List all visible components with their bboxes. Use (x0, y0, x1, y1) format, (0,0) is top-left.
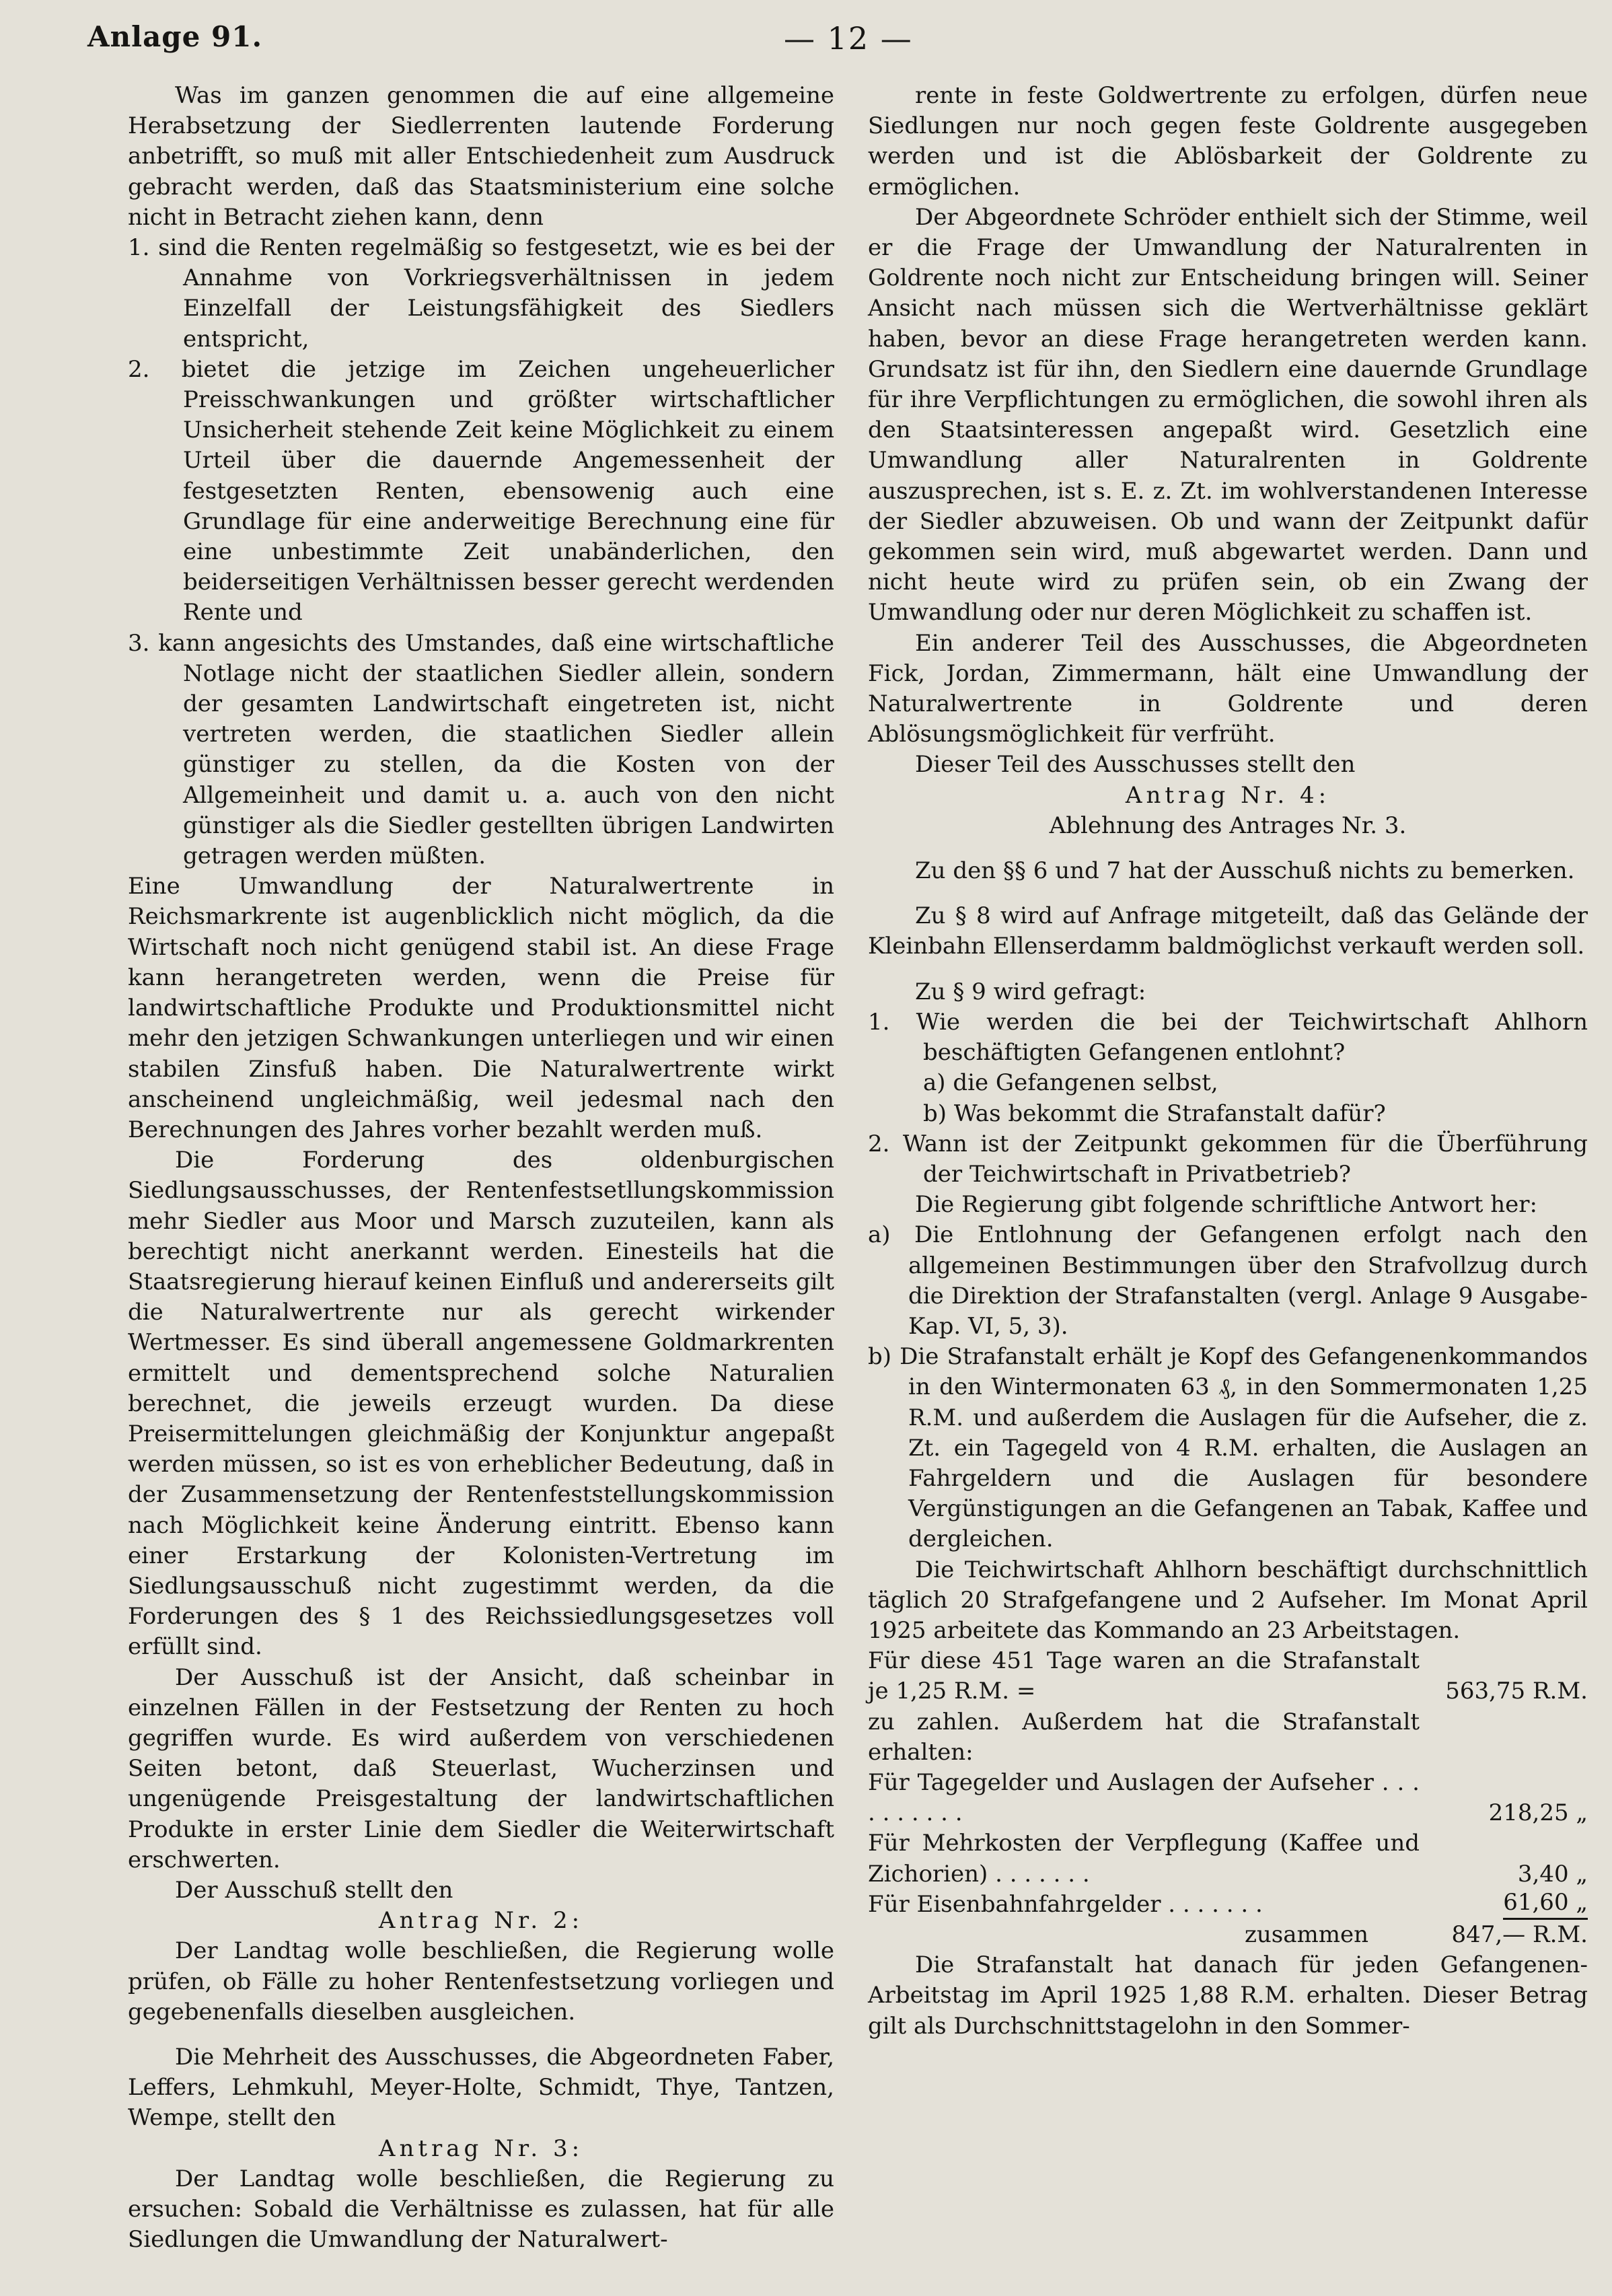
cost-line (868, 1768, 1588, 1828)
motion-title: Antrag Nr. 4: (1125, 781, 1331, 809)
motion-text: Der Landtag wolle beschließen, die Regierung wolle prüfen, ob Fälle zu hoher Rentenfestsetzung vorliegen und gegebenenfalls dieselben ausgleichen. (128, 1937, 834, 2025)
paragraph: Der Ausschuß stellt den (175, 1876, 453, 1904)
page-number: — 12 — (784, 20, 913, 57)
paragraph: Dieser Teil des Ausschusses stellt den (915, 751, 1356, 779)
page-header (87, 12, 1585, 59)
question-item: 1. Wie werden die bei der Teichwirtschaft Ahlhorn beschäftigten Gefangenen entlohnt? (868, 1008, 1588, 1067)
total-amount: 847,— R.M. (1451, 1921, 1588, 1948)
motion-title: Antrag Nr. 2: (378, 1907, 584, 1935)
cost-total-line (868, 1920, 1588, 1950)
cost-line (868, 1646, 1588, 1707)
paragraph: Eine Umwandlung der Naturalwertrente in Reichsmarkrente ist augenblicklich nicht möglich, da die Wirtschaft noch nicht genügend stabil ist. An diese Frage kann herangetreten werden, wenn die Preise für landwirtschaftliche Produkte und Produktionsmittel nicht mehr den jetzigen Schwankungen unterliegen und wir einen stabilen Zinsfuß haben. Die Naturalwertrente wirkt anscheinend ungleichmäßig, weil jedesmal nach den Berechnungen des Jahres vorher bezahlt werden muß. (128, 873, 834, 1143)
right-column (868, 81, 1588, 2042)
cost-amount: 61,60 „ (1503, 1888, 1588, 1920)
motion-text: Ablehnung des Antrages Nr. 3. (1049, 812, 1407, 839)
cost-amount: 3,40 „ (1517, 1860, 1588, 1888)
question-item: 2. Wann ist der Zeitpunkt gekommen für die Überführung der Teichwirtschaft in Privatbetrieb? (868, 1130, 1588, 1188)
paragraph: Was im ganzen genommen die auf eine allgemeine Herabsetzung der Siedlerrenten lautende Forderung anbetrifft, so muß mit aller Entschiedenheit zum Ausdruck gebracht werden, daß das Staatsministerium eine solche nicht in Betracht ziehen kann, denn (128, 82, 834, 231)
cost-amount: 218,25 „ (1488, 1799, 1588, 1827)
cost-label: Für Mehrkosten der Verpflegung (Kaffee und Zichorien) . . . . . . . (868, 1830, 1420, 1888)
paragraph: Ein anderer Teil des Ausschusses, die Abgeordneten Fick, Jordan, Zimmermann, hält eine Umwandlung der Naturalwertrente in Goldrente und deren Ablösungsmöglichkeit für verfrüht. (868, 629, 1588, 748)
cost-line (868, 1828, 1588, 1889)
question-subitem: b) Was bekommt die Strafanstalt dafür? (923, 1100, 1386, 1127)
cost-line (868, 1890, 1588, 1920)
cost-amount: 563,75 R.M. (1445, 1678, 1588, 1705)
answer-item: b) Die Strafanstalt erhält je Kopf des Gefangenenkommandos in den Wintermonaten 63 ₰, in den Sommermonaten 1,25 R.M. und außerdem die Auslagen für die Aufseher, die z. Zt. ein Tagegeld von 4 R.M. erhalten, die Auslagen an Fahrgeldern und die Auslagen für besondere Vergünstigungen an die Gefangenen an Tabak, Kaffee und dergleichen. (868, 1343, 1588, 1553)
annex-label: Anlage 91. (87, 20, 263, 53)
paragraph: Die Strafanstalt hat danach für jeden Gefangenen-Arbeitstag im April 1925 1,88 R.M. erhalten. Dieser Betrag gilt als Durchschnittstagelohn in den Sommer- (868, 1951, 1588, 2040)
paragraph: Der Abgeordnete Schröder enthielt sich der Stimme, weil er die Frage der Umwandlung der Naturalrenten in Goldrente noch nicht zur Entscheidung bringen will. Seiner Ansicht nach müssen sich die Wertverhältnisse geklärt haben, bevor an diese Frage herangetreten werden kann. Grundsatz ist für ihn, den Siedlern eine dauernde Grundlage für ihre Verpflichtungen zu ermöglichen, die sowohl ihren als den Staatsinteressen angepaßt wird. Gesetzlich eine Umwandlung aller Naturalrenten in Goldrente auszusprechen, ist s. E. z. Zt. im wohlverstandenen Interesse der Siedler abzuweisen. Ob und wann der Zeitpunkt dafür gekommen sein wird, muß abgewartet werden. Dann und nicht heute wird zu prüfen sein, ob ein Zwang der Umwandlung oder nur deren Möglichkeit zu schaffen ist. (868, 203, 1588, 626)
paragraph: zu zahlen. Außerdem hat die Strafanstalt erhalten: (868, 1708, 1420, 1766)
paragraph: Die Forderung des oldenburgischen Siedlungsausschusses, der Rentenfestsetllungskommission mehr Siedler aus Moor und Marsch zuzuteilen, kann als berechtigt nicht anerkannt werden. Einesteils hat die Staatsregierung hierauf keinen Einfluß und andererseits gilt die Naturalwertrente nur als gerecht wirkender Wertmesser. Es sind überall angemessene Goldmarkrenten ermittelt und dementsprechend solche Naturalien berechnet, die jeweils erzeugt wurden. Da diese Preisermittelungen gleichmäßig der Konjunktur angepaßt werden müssen, so ist es von erheblicher Bedeutung, daß in der Zusammensetzung der Rentenfeststellungskommission nach Möglichkeit keine Änderung eintritt. Ebenso kann einer Erstarkung der Kolonisten-Vertretung im Siedlungsausschuß nicht zugestimmt werden, da die Forderungen des § 1 des Reichssiedlungsgesetzes voll erfüllt sind. (128, 1147, 834, 1661)
left-column (128, 81, 834, 2255)
paragraph: Die Regierung gibt folgende schriftliche Antwort her: (915, 1191, 1537, 1219)
paragraph: Zu § 9 wird gefragt: (915, 978, 1146, 1005)
question-subitem: a) die Gefangenen selbst, (923, 1069, 1218, 1097)
motion-title: Antrag Nr. 3: (378, 2134, 584, 2162)
paragraph: Die Mehrheit des Ausschusses, die Abgeordneten Faber, Leffers, Lehmkuhl, Meyer-Holte, Schmidt, Thye, Tantzen, Wempe, stellt den (128, 2044, 834, 2132)
paragraph: Zu den §§ 6 und 7 hat der Ausschuß nichts zu bemerken. (915, 857, 1575, 885)
cost-label: Für Tagegelder und Auslagen der Aufseher . . . . . . . . . . (868, 1768, 1420, 1827)
list-item: 3. kann angesichts des Umstandes, daß eine wirtschaftliche Notlage nicht der staatlichen Siedler allein, sondern der gesamten Landwirtschaft eingetreten ist, nicht vertreten werden, die staatlichen Siedler allein günstiger zu stellen, da die Kosten von der Allgemeinheit und damit u. a. auch von den nicht günstiger als die Siedler gestellten übrigen Landwirten getragen werden müßten. (128, 629, 834, 870)
paragraph: Zu § 8 wird auf Anfrage mitgeteilt, daß das Gelände der Kleinbahn Ellenserdamm baldmöglichst verkauft werden soll. (868, 902, 1588, 960)
paragraph: Der Ausschuß ist der Ansicht, daß scheinbar in einzelnen Fällen in der Festsetzung der Renten zu hoch gegriffen wurde. Es wird außerdem von verschiedenen Seiten betont, daß Steuerlast, Wucherzinsen und ungenügende Preisgestaltung der landwirtschaftlichen Produkte in erster Linie dem Siedler die Weiterwirtschaft erschwerten. (128, 1663, 834, 1873)
answer-item: a) Die Entlohnung der Gefangenen erfolgt nach den allgemeinen Bestimmungen über den Strafvollzug durch die Direktion der Strafanstalten (vergl. Anlage 9 Ausgabe-Kap. VI, 5, 3). (868, 1221, 1588, 1340)
total-label: zusammen (1245, 1921, 1369, 1948)
list-item: 2. bietet die jetzige im Zeichen ungeheuerlicher Preisschwankungen und größter wirtschaftlicher Unsicherheit stehende Zeit keine Möglichkeit zu einem Urteil über die dauernde Angemessenheit der festgesetzten Renten, ebensowenig auch eine Grundlage für eine anderweitige Berechnung eine für eine unbestimmte Zeit unabänderlichen, den beiderseitigen Verhältnissen besser gerecht werdenden Rente und (128, 355, 834, 626)
paragraph: Die Teichwirtschaft Ahlhorn beschäftigt durchschnittlich täglich 20 Strafgefangene und 2 Aufseher. Im Monat April 1925 arbeitete das Kommando an 23 Arbeitstagen. (868, 1556, 1588, 1644)
paragraph: rente in feste Goldwertrente zu erfolgen, dürfen neue Siedlungen nur noch gegen feste Goldrente ausgegeben werden und ist die Ablösbarkeit der Goldrente zu ermöglichen. (868, 82, 1588, 201)
cost-label: Für Eisenbahnfahrgelder . . . . . . . (868, 1890, 1263, 1918)
motion-text: Der Landtag wolle beschließen, die Regierung zu ersuchen: Sobald die Verhältnisse es zulassen, hat für alle Siedlungen die Umwandlung der Naturalwert- (128, 2165, 834, 2254)
cost-label: Für diese 451 Tage waren an die Strafanstalt je 1,25 R.M. = (868, 1647, 1420, 1705)
list-item: 1. sind die Renten regelmäßig so festgesetzt, wie es bei der Annahme von Vorkriegsverhältnissen in jedem Einzelfall der Leistungsfähigkeit des Siedlers entspricht, (128, 234, 834, 353)
